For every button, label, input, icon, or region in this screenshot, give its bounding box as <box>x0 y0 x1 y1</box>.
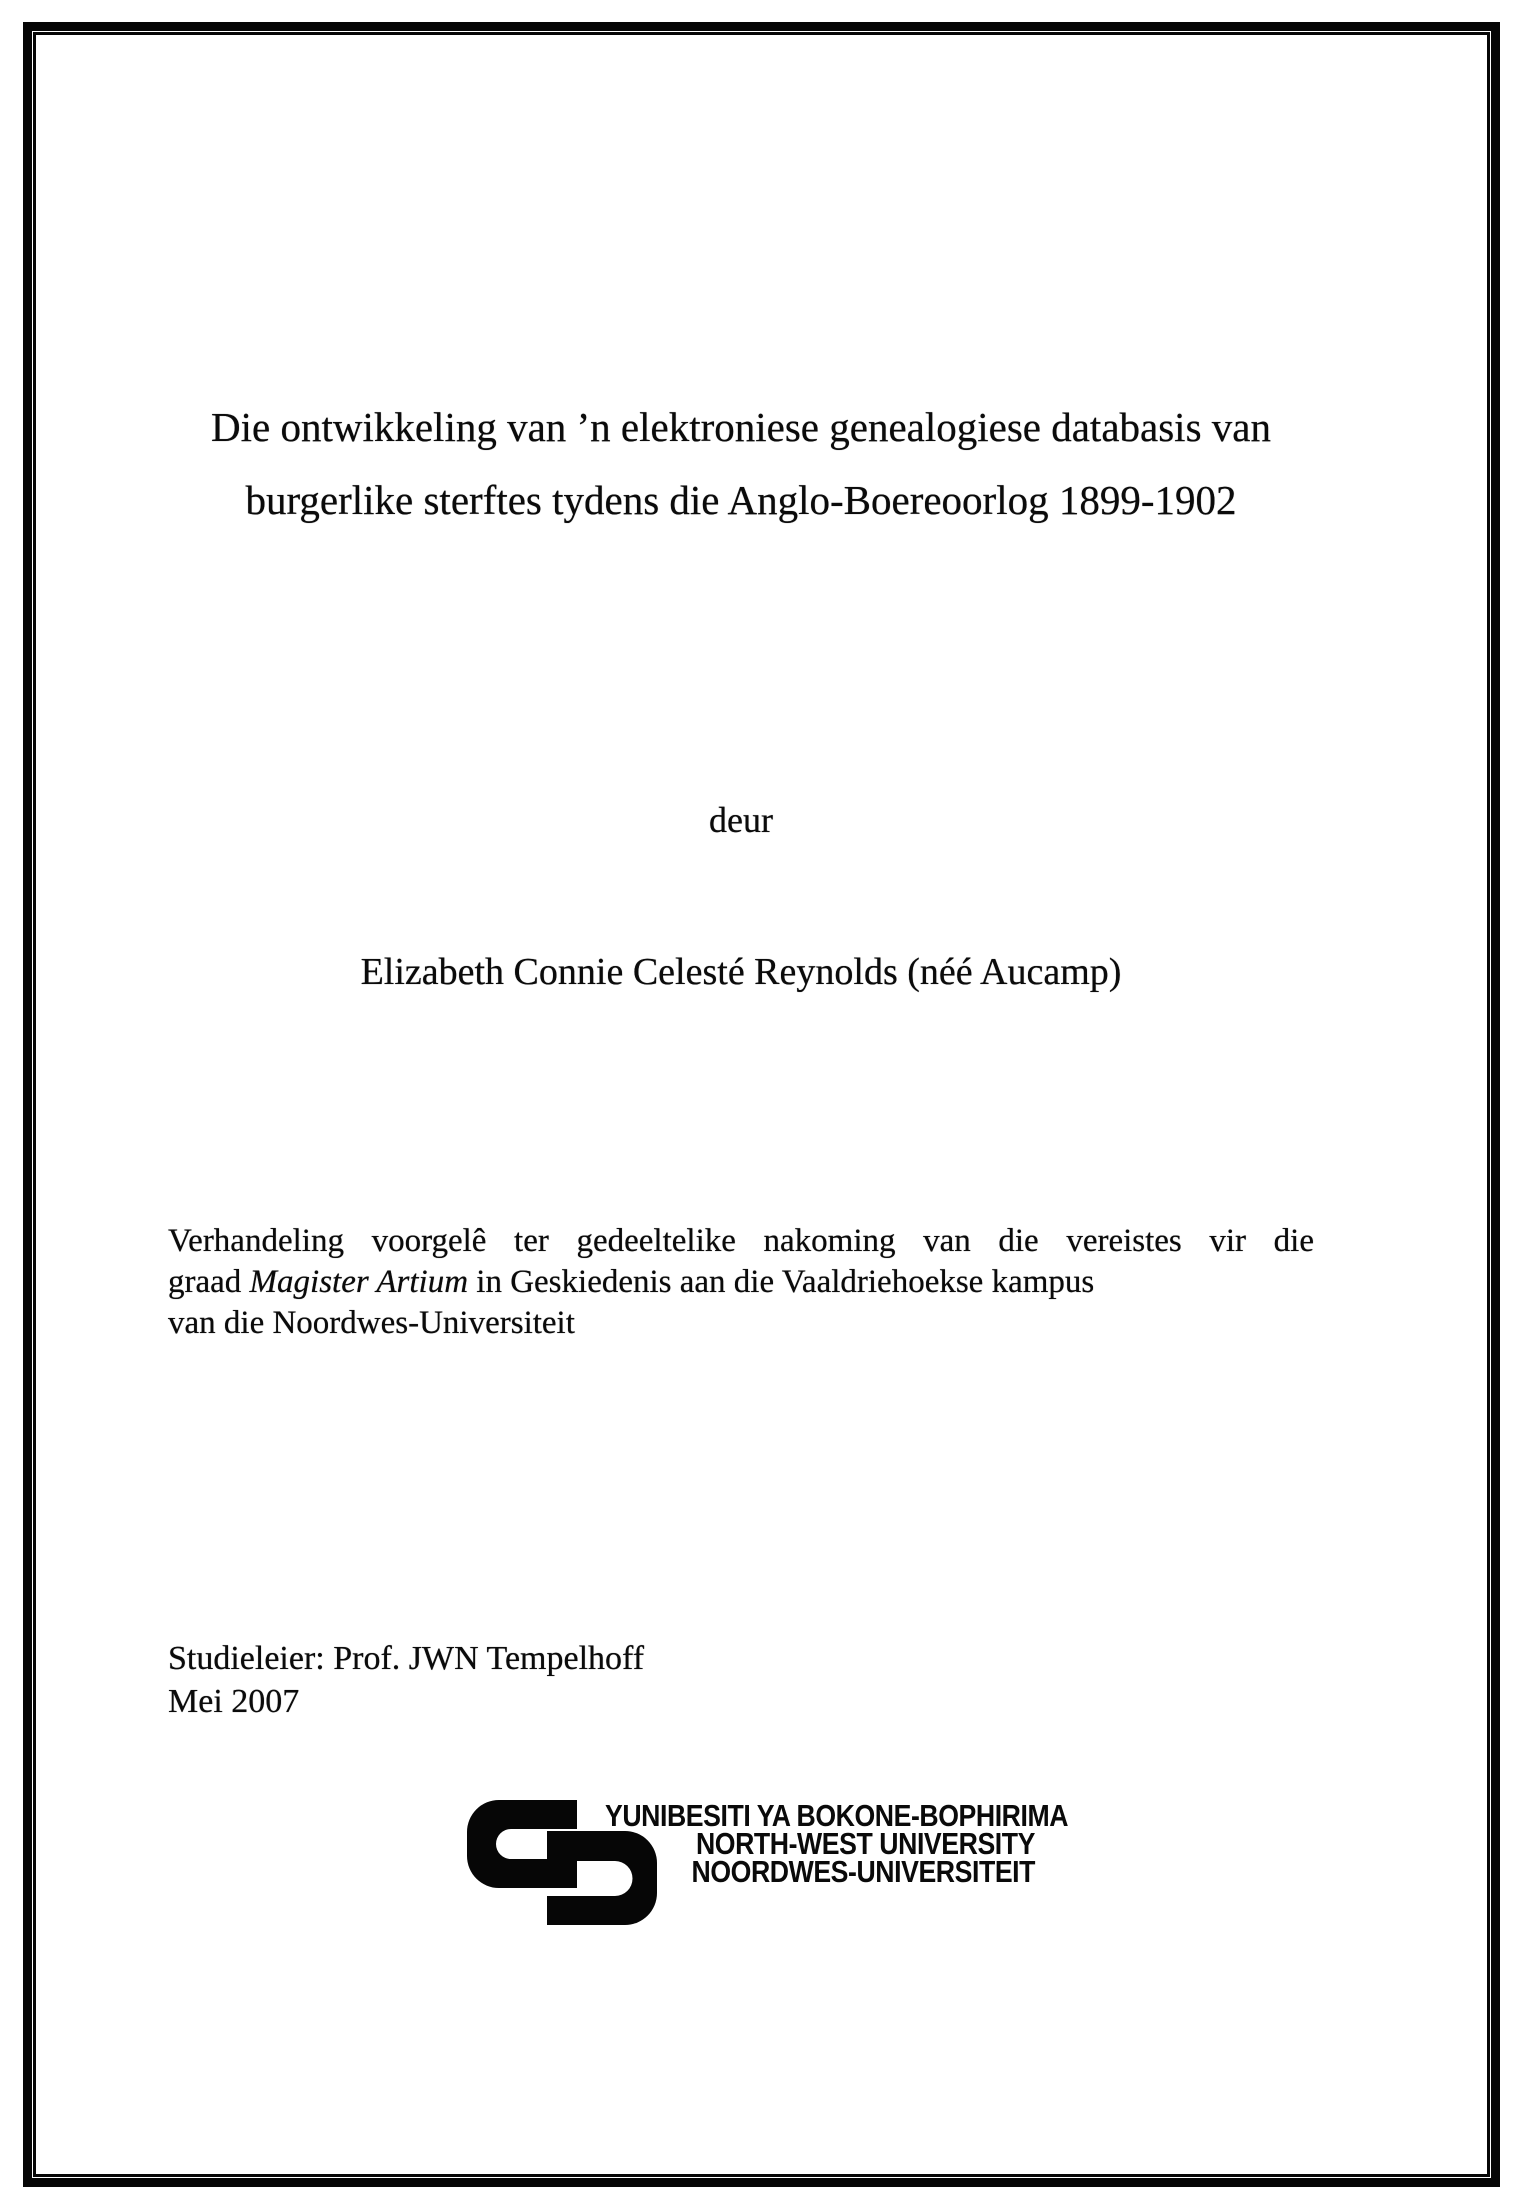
thesis-title <box>168 391 1314 537</box>
degree-statement-line2 <box>168 1262 1314 1303</box>
degree-title-italic: Magister Artium <box>249 1264 469 1300</box>
degree-statement-line2-prefix: graad <box>168 1264 250 1300</box>
degree-statement-line3: van die Noordwes-Universiteit <box>168 1305 575 1341</box>
author-name: Elizabeth Connie Celesté Reynolds (néé Aucamp) <box>360 951 1122 993</box>
thesis-title-line1: Die ontwikkeling van ’n elektroniese genealogiese databasis van <box>211 404 1271 450</box>
university-name-afrikaans: NOORDWES-UNIVERSITEIT <box>691 1854 1035 1889</box>
degree-statement <box>168 1221 1314 1344</box>
north-west-university-logo <box>467 1800 1167 1940</box>
thesis-title-line2: burgerlike sterftes tydens die Anglo-Boereoorlog 1899-1902 <box>245 477 1237 523</box>
degree-statement-line1: Verhandeling voorgelê ter gedeeltelike nakoming van die vereistes vir die <box>168 1223 1314 1259</box>
date-line: Mei 2007 <box>168 1683 300 1720</box>
supervisor-block <box>168 1637 1314 1723</box>
university-name-english: NORTH-WEST UNIVERSITY <box>695 1826 1035 1861</box>
byline-deur: deur <box>709 800 773 840</box>
university-name-setswana: YUNIBESITI YA BOKONE-BOPHIRIMA <box>605 1798 1069 1833</box>
supervisor-line: Studieleier: Prof. JWN Tempelhoff <box>168 1640 645 1677</box>
university-name-block <box>605 1798 1069 1889</box>
degree-statement-line2-suffix: in Geskiedenis aan die Vaaldriehoekse kampus <box>468 1264 1095 1300</box>
